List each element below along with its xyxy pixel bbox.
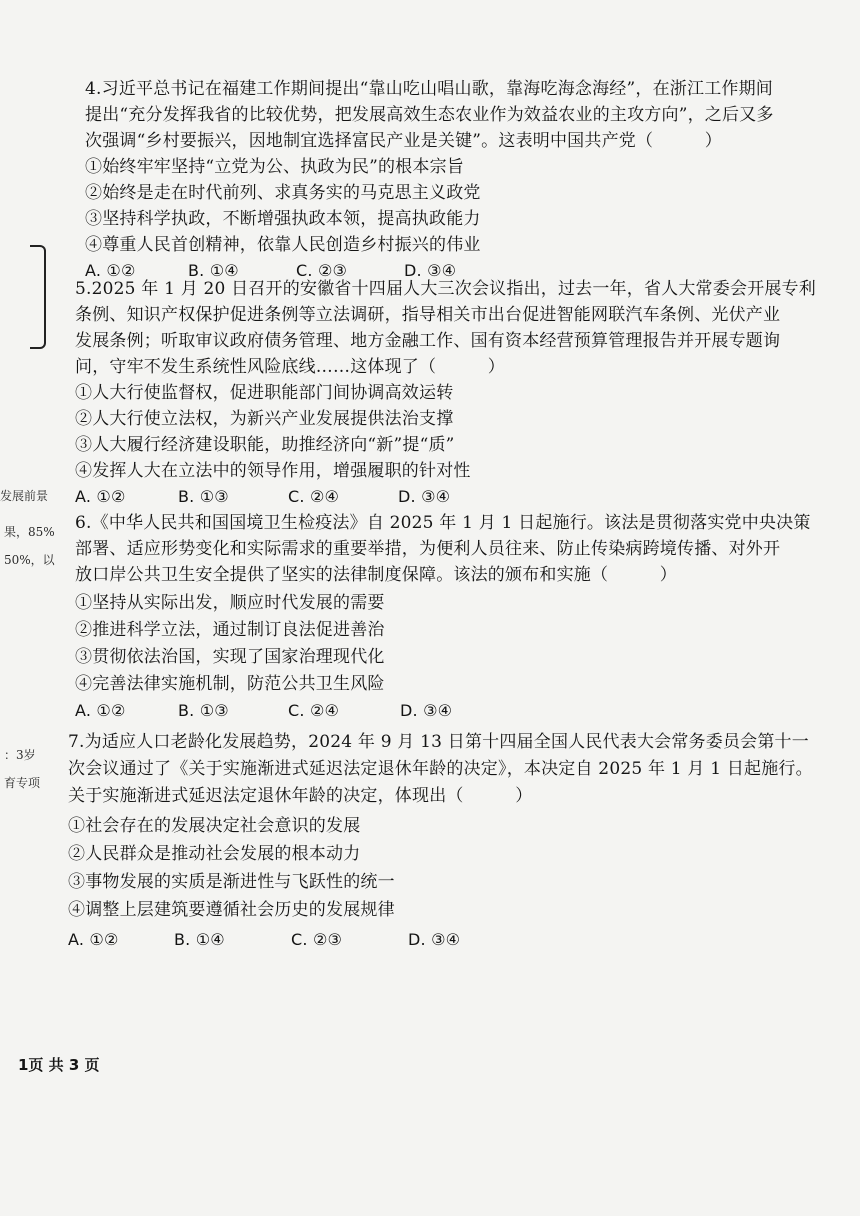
option-statement: ①社会存在的发展决定社会意识的发展 (68, 816, 361, 836)
choice-c: C. ②④ (288, 487, 340, 506)
choice-d: D. ③④ (400, 701, 453, 720)
option-statement: ③人大履行经济建设职能，助推经济向“新”提“质” (75, 435, 455, 455)
page-footer: 1页 共 3 页 (18, 1056, 100, 1074)
choice-b: B. ①④ (174, 930, 225, 949)
choice-b: B. ①③ (178, 487, 229, 506)
choice-d: D. ③④ (404, 261, 457, 280)
option-statement: ②人民群众是推动社会发展的根本动力 (68, 844, 361, 864)
question-line: 次强调“乡村要振兴，因地制宜选择富民产业是关键”。这表明中国共产党（ ） (85, 131, 722, 151)
margin-fragment: 发展前景 (0, 489, 49, 503)
option-statement: ②始终是走在时代前列、求真务实的马克思主义政党 (85, 183, 481, 203)
margin-fragment: 果，85% (4, 525, 55, 539)
margin-fragment: 育专项 (4, 776, 41, 790)
choice-d: D. ③④ (398, 487, 451, 506)
question-line: 5.2025 年 1 月 20 日召开的安徽省十四届人大三次会议指出，过去一年，省人大常委会开展专利 (75, 279, 816, 299)
question-line: 条例、知识产权保护促进条例等立法调研，指导相关市出台促进智能网联汽车条例、光伏产业 (75, 305, 781, 325)
option-statement: ①坚持从实际出发，顺应时代发展的需要 (75, 593, 385, 613)
answer-choices (68, 929, 460, 951)
margin-fragment: ：3岁 (4, 748, 36, 762)
question-line: 6.《中华人民共和国国境卫生检疫法》自 2025 年 1 月 1 日起施行。该法是贯彻落实党中央决策 (75, 513, 811, 533)
answer-choices (75, 486, 450, 508)
question-line: 部署、适应形势变化和实际需求的重要举措，为便利人员往来、防止传染病跨境传播、对外开 (75, 539, 781, 559)
choice-c: C. ②③ (291, 930, 343, 949)
answer-choices (75, 700, 452, 722)
option-statement: ①始终牢牢坚持“立党为公、执政为民”的根本宗旨 (85, 157, 464, 177)
margin-fragment: 50%，以 (4, 553, 55, 567)
question-line: 次会议通过了《关于实施渐进式延迟法定退休年龄的决定》，本决定自 2025 年 1 月 1 日起施行。 (68, 759, 813, 779)
question-line: 放口岸公共卫生安全提供了坚实的法律制度保障。该法的颁布和实施（ ） (75, 565, 677, 585)
choice-a: A. ①② (68, 930, 119, 949)
choice-b: B. ①④ (188, 261, 239, 280)
question-line: 提出“充分发挥我省的比较优势，把发展高效生态农业作为效益农业的主攻方向”，之后又多 (85, 105, 774, 125)
choice-a: A. ①② (85, 261, 136, 280)
question-line: 问，守牢不发生系统性风险底线……这体现了（ ） (75, 357, 505, 377)
choice-a: A. ①② (75, 701, 126, 720)
choice-c: C. ②④ (288, 701, 340, 720)
option-statement: ④发挥人大在立法中的领导作用，增强履职的针对性 (75, 461, 471, 481)
choice-c: C. ②③ (296, 261, 348, 280)
choice-d: D. ③④ (408, 930, 461, 949)
question-line: 4.习近平总书记在福建工作期间提出“靠山吃山唱山歌，靠海吃海念海经”，在浙江工作期间 (85, 79, 773, 99)
option-statement: ③事物发展的实质是渐进性与飞跃性的统一 (68, 872, 395, 892)
option-statement: ①人大行使监督权，促进职能部门间协调高效运转 (75, 383, 454, 403)
question-line: 关于实施渐进式延迟法定退休年龄的决定，体现出（ ） (68, 786, 533, 806)
choice-b: B. ①③ (178, 701, 229, 720)
option-statement: ③坚持科学执政，不断增强执政本领，提高执政能力 (85, 209, 481, 229)
option-statement: ④尊重人民首创精神，依靠人民创造乡村振兴的伟业 (85, 235, 481, 255)
option-statement: ④完善法律实施机制，防范公共卫生风险 (75, 674, 385, 694)
option-statement: ②推进科学立法，通过制订良法促进善治 (75, 620, 385, 640)
option-statement: ③贯彻依法治国，实现了国家治理现代化 (75, 647, 385, 667)
question-line: 发展条例；听取审议政府债务管理、地方金融工作、国有资本经营预算管理报告并开展专题询 (75, 331, 781, 351)
margin-bracket (30, 245, 46, 349)
option-statement: ④调整上层建筑要遵循社会历史的发展规律 (68, 900, 395, 920)
option-statement: ②人大行使立法权，为新兴产业发展提供法治支撑 (75, 409, 454, 429)
question-line: 7.为适应人口老龄化发展趋势，2024 年 9 月 13 日第十四届全国人民代表大会常务委员会第十一 (68, 732, 809, 752)
choice-a: A. ①② (75, 487, 126, 506)
